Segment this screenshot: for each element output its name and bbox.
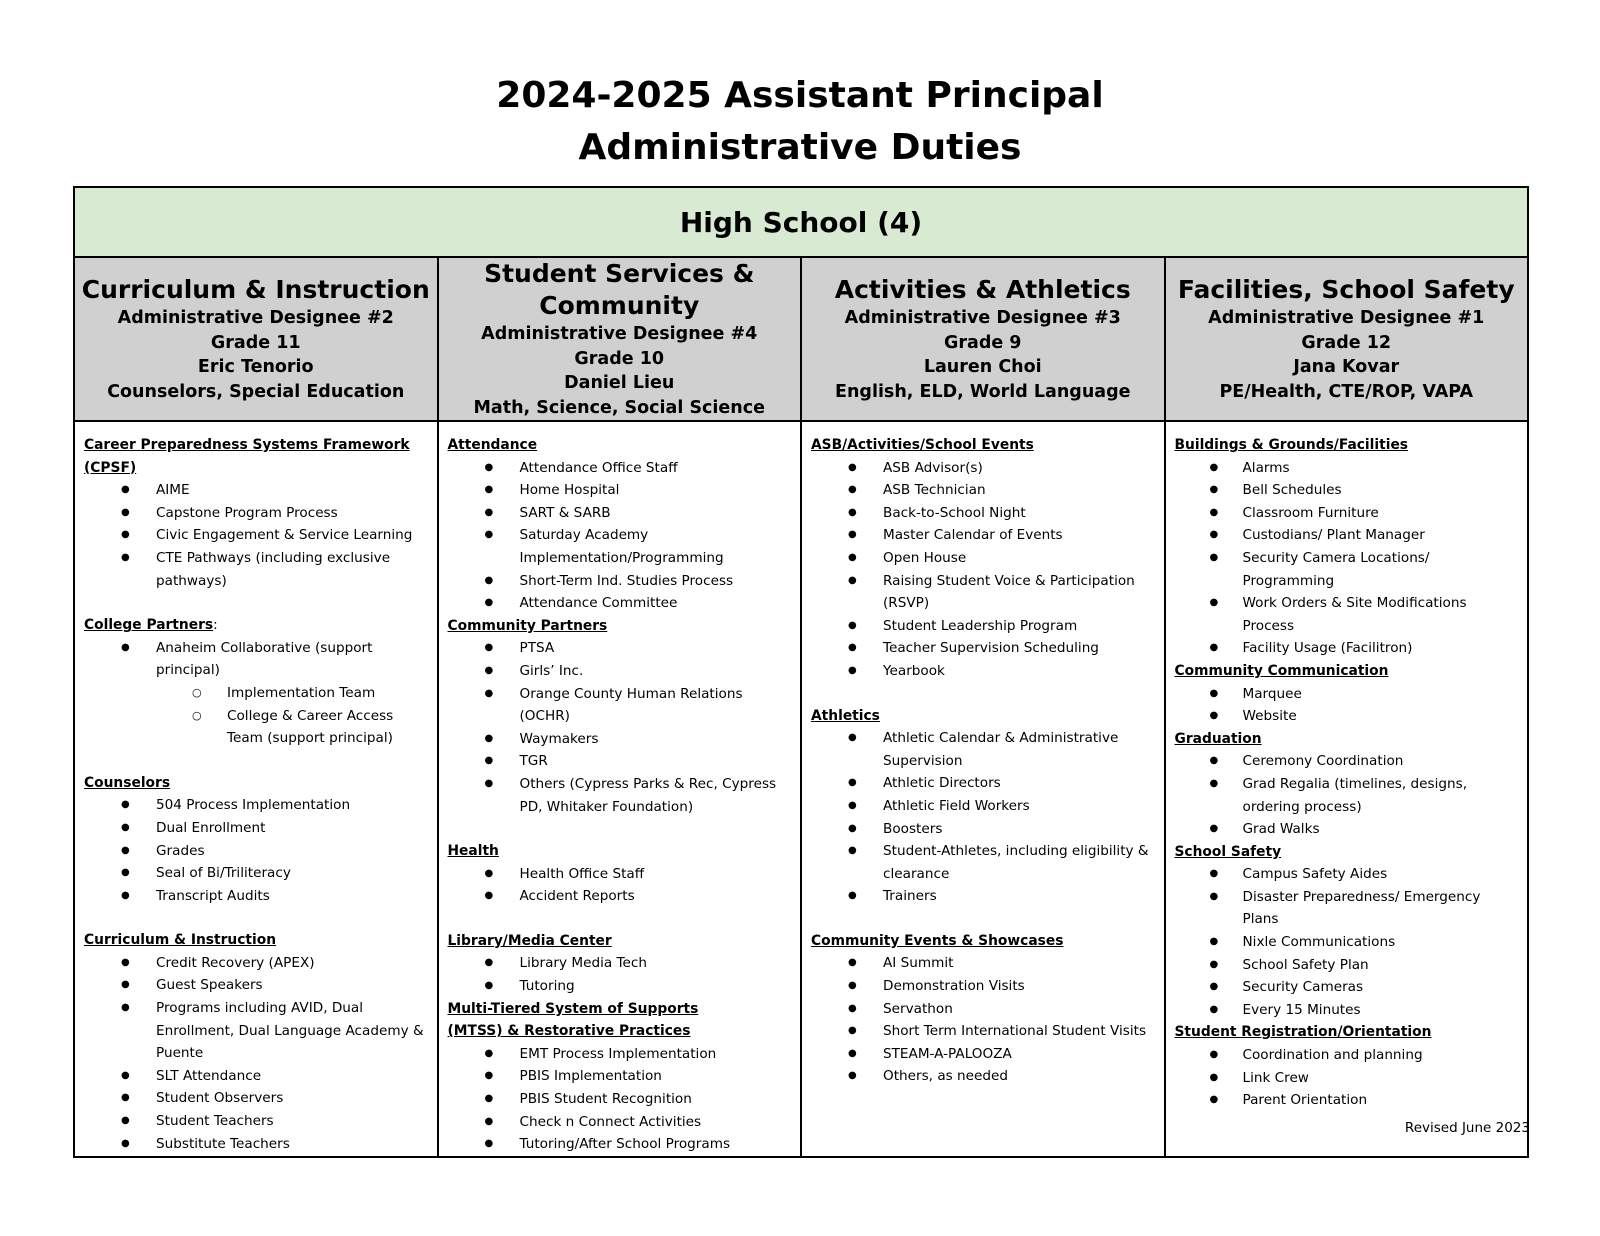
duty-list bbox=[448, 1043, 801, 1156]
school-header: High School (4) bbox=[74, 187, 1528, 257]
list-item: ● ASB Technician bbox=[811, 479, 1164, 502]
list-item: ● TGR bbox=[448, 750, 801, 773]
section-title: Library/Media Center bbox=[447, 932, 612, 949]
list-item: ● Nixle Communications bbox=[1175, 931, 1528, 954]
section-title: College Partners bbox=[84, 617, 214, 634]
list-item: ● Health Office Staff bbox=[448, 863, 801, 886]
column-body-facilities bbox=[1165, 421, 1529, 1157]
section-title: Community Partners bbox=[447, 617, 608, 634]
section-title: Athletics bbox=[811, 707, 880, 724]
sub-list-item: ○ Implementation Team bbox=[84, 682, 437, 705]
section-title: Attendance bbox=[447, 437, 538, 453]
duty-list bbox=[448, 637, 801, 818]
list-item: ● Website bbox=[1175, 705, 1528, 728]
list-item: ● Master Calendar of Events bbox=[811, 524, 1164, 547]
column-title: Activities & Athletics bbox=[834, 275, 1131, 304]
list-item: ● STEAM-A-PALOOZA bbox=[811, 1043, 1164, 1066]
section-colon: : bbox=[213, 617, 218, 634]
duty-list bbox=[1175, 1044, 1528, 1112]
column-name: Jana Kovar bbox=[1293, 357, 1400, 377]
list-item: ● Every 15 Minutes bbox=[1175, 999, 1528, 1022]
list-item: ● Security Camera Locations/ Programming bbox=[1175, 547, 1528, 592]
list-item: ● Security Cameras bbox=[1175, 976, 1528, 999]
column-header-facilities bbox=[1165, 257, 1529, 421]
column-title: Student Services & Community bbox=[484, 259, 755, 320]
list-item: ● Athletic Calendar & Administrative Supervision bbox=[811, 727, 1164, 772]
section-title: Curriculum & Instruction bbox=[84, 932, 277, 949]
list-item: ● Short Term International Student Visits bbox=[811, 1020, 1164, 1043]
list-item: ● AIME bbox=[84, 479, 437, 502]
section-title: Multi-Tiered System of Supports (MTSS) & Restorative Practices bbox=[447, 1000, 699, 1040]
section-title: Health bbox=[447, 843, 499, 860]
revision-note: Revised June 2023 bbox=[1404, 1120, 1530, 1136]
list-item: ● Link Crew bbox=[1175, 1067, 1528, 1090]
list-item: ● Orange County Human Relations (OCHR) bbox=[448, 683, 801, 728]
list-item: ● Attendance Office Staff bbox=[448, 457, 801, 480]
list-item: ● Custodians/ Plant Manager bbox=[1175, 524, 1528, 547]
duties-table bbox=[73, 186, 1529, 1158]
column-grade: Grade 10 bbox=[574, 348, 665, 369]
section-title: Career Preparedness Systems Framework (CPSF) bbox=[84, 437, 410, 476]
list-item: ● Student Observers bbox=[84, 1087, 437, 1110]
list-item: ● Boosters bbox=[811, 818, 1164, 841]
list-item: ● CTE Pathways (including exclusive pathways) bbox=[84, 547, 437, 592]
list-item: ● Short-Term Ind. Studies Process bbox=[448, 570, 801, 593]
list-item: ● ASB Advisor(s) bbox=[811, 457, 1164, 480]
section-title: School Safety bbox=[1174, 843, 1282, 860]
list-item: ● PBIS Implementation bbox=[448, 1065, 801, 1088]
duty-list bbox=[84, 952, 437, 1155]
section-title: Buildings & Grounds/Facilities bbox=[1174, 437, 1409, 453]
list-item: ● Ceremony Coordination bbox=[1175, 750, 1528, 773]
list-item: ● Capstone Program Process bbox=[84, 502, 437, 525]
list-item: ● Classroom Furniture bbox=[1175, 502, 1528, 525]
list-item: ● Anaheim Collaborative (support principal) bbox=[84, 637, 437, 682]
list-item: ● Student-Athletes, including eligibility & clearance bbox=[811, 840, 1164, 885]
list-item: ● Accident Reports bbox=[448, 885, 801, 908]
list-item: ● Others, as needed bbox=[811, 1065, 1164, 1088]
column-header-activities bbox=[801, 257, 1165, 421]
list-item: ● Girls’ Inc. bbox=[448, 660, 801, 683]
list-item: ● Tutoring/After School Programs bbox=[448, 1133, 801, 1156]
list-item: ● Parent Orientation bbox=[1175, 1089, 1528, 1112]
list-item: ● Trainers bbox=[811, 885, 1164, 908]
column-name: Daniel Lieu bbox=[564, 373, 675, 393]
duty-list bbox=[448, 457, 801, 615]
section-title: ASB/Activities/School Events bbox=[811, 437, 1034, 453]
list-item: ● Alarms bbox=[1175, 457, 1528, 480]
duty-list bbox=[1175, 457, 1528, 660]
column-name: Lauren Choi bbox=[923, 357, 1042, 377]
column-body-student-services bbox=[438, 421, 802, 1157]
list-item: ● Raising Student Voice & Participation (RSVP) bbox=[811, 570, 1164, 615]
duty-list bbox=[811, 952, 1164, 1088]
list-item: ● Teacher Supervision Scheduling bbox=[811, 637, 1164, 660]
column-grade: Grade 11 bbox=[210, 332, 301, 353]
section-title: Counselors bbox=[84, 774, 171, 791]
column-grade: Grade 12 bbox=[1301, 332, 1392, 353]
list-item: ● PTSA bbox=[448, 637, 801, 660]
list-item: ● School Safety Plan bbox=[1175, 954, 1528, 977]
list-item: ● Bell Schedules bbox=[1175, 479, 1528, 502]
list-item: ● Student Leadership Program bbox=[811, 615, 1164, 638]
list-item: ● Civic Engagement & Service Learning bbox=[84, 524, 437, 547]
duty-list bbox=[1175, 750, 1528, 840]
list-item: ● Others (Cypress Parks & Rec, Cypress PD, Whitaker Foundation) bbox=[448, 773, 801, 818]
list-item: ● Programs including AVID, Dual Enrollment, Dual Language Academy & Puente bbox=[84, 997, 437, 1065]
duty-list bbox=[84, 794, 437, 907]
column-grade: Grade 9 bbox=[944, 332, 1022, 353]
list-item: ● Dual Enrollment bbox=[84, 817, 437, 840]
column-designee: Administrative Designee #3 bbox=[844, 308, 1121, 328]
list-item: ● Check n Connect Activities bbox=[448, 1111, 801, 1134]
list-item: ● Servathon bbox=[811, 998, 1164, 1021]
list-item: ● Yearbook bbox=[811, 660, 1164, 683]
sub-list-item: ○ College & Career Access Team (support principal) bbox=[84, 705, 437, 750]
list-item: ● Demonstration Visits bbox=[811, 975, 1164, 998]
list-item: ● SLT Attendance bbox=[84, 1065, 437, 1088]
section-title: Graduation bbox=[1174, 730, 1262, 747]
column-depts: English, ELD, World Language bbox=[835, 381, 1131, 402]
duty-list bbox=[448, 863, 801, 908]
list-item: ● SART & SARB bbox=[448, 502, 801, 525]
section-title-wrapper bbox=[84, 614, 437, 637]
page-title-line1: 2024-2025 Assistant Principal bbox=[496, 75, 1104, 116]
column-depts: Counselors, Special Education bbox=[107, 381, 405, 402]
list-item: ● Credit Recovery (APEX) bbox=[84, 952, 437, 975]
list-item: ● Guest Speakers bbox=[84, 974, 437, 997]
list-item: ● Open House bbox=[811, 547, 1164, 570]
column-depts: Math, Science, Social Science bbox=[473, 397, 766, 418]
list-item: ● Attendance Committee bbox=[448, 592, 801, 615]
list-item: ● Substitute Teachers bbox=[84, 1133, 437, 1156]
column-designee: Administrative Designee #2 bbox=[117, 308, 394, 328]
column-header-curriculum bbox=[74, 257, 438, 421]
list-item: ● Waymakers bbox=[448, 728, 801, 751]
list-item: ● Grades bbox=[84, 840, 437, 863]
page-title-line2: Administrative Duties bbox=[578, 127, 1022, 168]
list-item: ● Student Teachers bbox=[84, 1110, 437, 1133]
column-body-curriculum bbox=[74, 421, 438, 1157]
list-item: ● Facility Usage (Facilitron) bbox=[1175, 637, 1528, 660]
list-item: ● Campus Safety Aides bbox=[1175, 863, 1528, 886]
column-title: Facilities, School Safety bbox=[1177, 275, 1515, 304]
list-item: ● Home Hospital bbox=[448, 479, 801, 502]
duty-list bbox=[448, 952, 801, 997]
list-item: ● Back-to-School Night bbox=[811, 502, 1164, 525]
list-item: ● EMT Process Implementation bbox=[448, 1043, 801, 1066]
column-depts: PE/Health, CTE/ROP, VAPA bbox=[1219, 381, 1474, 402]
column-title: Curriculum & Instruction bbox=[81, 275, 430, 304]
list-item: ● Grad Walks bbox=[1175, 818, 1528, 841]
list-item: ● 504 Process Implementation bbox=[84, 794, 437, 817]
column-designee: Administrative Designee #1 bbox=[1208, 308, 1485, 328]
duty-list bbox=[1175, 863, 1528, 1021]
list-item: ● Grad Regalia (timelines, designs, ordering process) bbox=[1175, 773, 1528, 818]
list-item: ● Seal of Bi/Triliteracy bbox=[84, 862, 437, 885]
duty-list bbox=[84, 637, 437, 682]
list-item: ● PBIS Student Recognition bbox=[448, 1088, 801, 1111]
sub-list bbox=[84, 682, 437, 750]
duty-list bbox=[811, 727, 1164, 908]
column-name: Eric Tenorio bbox=[197, 357, 314, 377]
list-item: ● Tutoring bbox=[448, 975, 801, 998]
list-item: ● Athletic Field Workers bbox=[811, 795, 1164, 818]
list-item: ● Disaster Preparedness/ Emergency Plans bbox=[1175, 886, 1528, 931]
list-item: ● AI Summit bbox=[811, 952, 1164, 975]
section-title: Student Registration/Orientation bbox=[1174, 1024, 1432, 1041]
duty-list bbox=[1175, 683, 1528, 728]
list-item: ● Library Media Tech bbox=[448, 952, 801, 975]
column-designee: Administrative Designee #4 bbox=[481, 324, 758, 344]
list-item: ● Marquee bbox=[1175, 683, 1528, 706]
section-title: Community Events & Showcases bbox=[811, 932, 1064, 949]
list-item: ● Saturday Academy Implementation/Programming bbox=[448, 524, 801, 569]
column-header-student-services bbox=[438, 257, 802, 421]
section-title: Community Communication bbox=[1174, 662, 1389, 679]
list-item: ● Coordination and planning bbox=[1175, 1044, 1528, 1067]
list-item: ● Athletic Directors bbox=[811, 772, 1164, 795]
column-body-activities bbox=[801, 421, 1165, 1157]
list-item: ● Transcript Audits bbox=[84, 885, 437, 908]
duty-list bbox=[84, 479, 437, 592]
list-item: ● Work Orders & Site Modifications Process bbox=[1175, 592, 1528, 637]
duty-list bbox=[811, 457, 1164, 683]
